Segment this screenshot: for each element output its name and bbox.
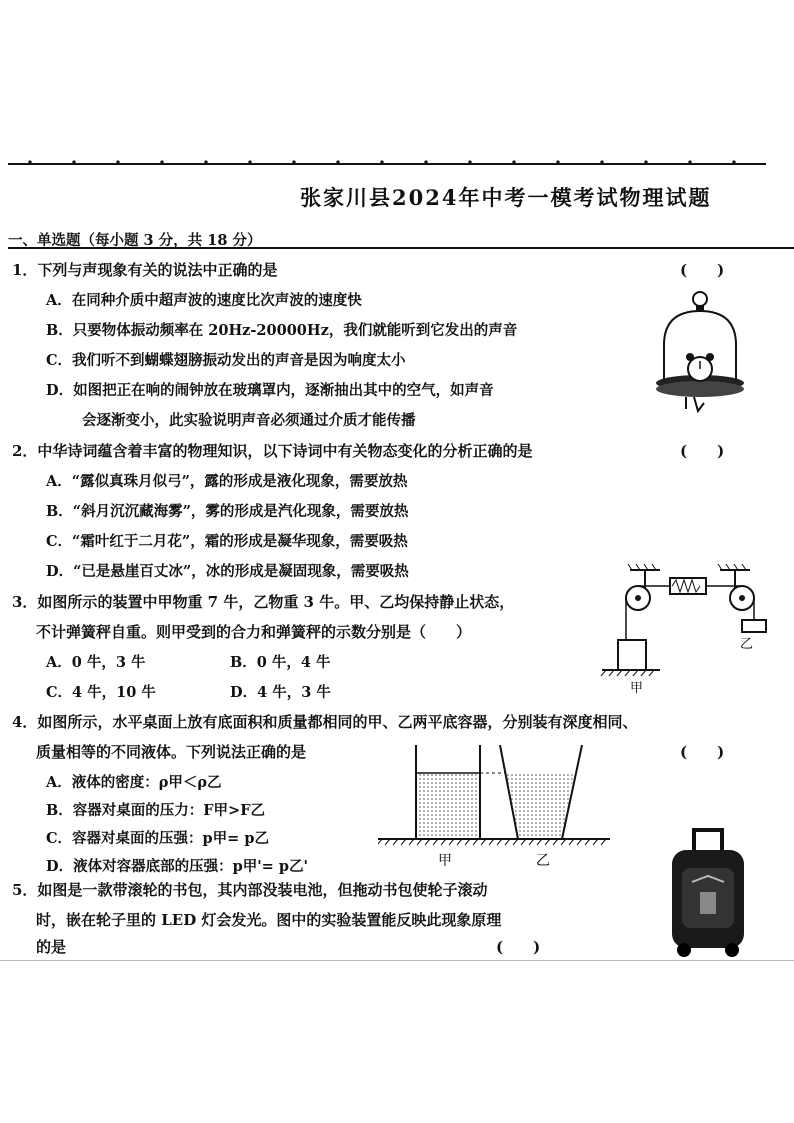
section-rule (8, 247, 794, 249)
question-2-option-a: A．“露似真珠月似弓”，露的形成是液化现象，需要放热 (46, 473, 408, 490)
question-2-option-d: D．“已是悬崖百丈冰”，冰的形成是凝固现象，需要吸热 (46, 563, 409, 580)
top-rule (8, 163, 766, 165)
containers-figure (378, 745, 610, 875)
question-1-option-c: C．我们听不到蝴蝶翅膀振动发出的声音是因为响度太小 (46, 352, 406, 369)
section-heading: 一、单选题（每小题 3 分，共 18 分） (8, 232, 262, 249)
wheeled-backpack-figure (664, 828, 752, 960)
question-3-option-d: D．4 牛，3 牛 (230, 684, 331, 701)
question-2-answer-blank[interactable]: ( ) (680, 442, 725, 460)
question-4-stem: 4．如图所示，水平桌面上放有底面积和质量都相同的甲、乙两平底容器，分别装有深度相同、 (12, 713, 638, 731)
question-4-option-c: C．容器对桌面的压强：p甲= p乙 (46, 830, 270, 847)
question-2-stem: 2．中华诗词蕴含着丰富的物理知识，以下诗词中有关物态变化的分析正确的是 (12, 442, 533, 460)
question-3-option-a: A．0 牛，3 牛 (46, 654, 146, 671)
question-4-stem-cont: 质量相等的不同液体。下列说法正确的是 (36, 743, 307, 761)
label-jia-pulley: 甲 (630, 681, 644, 696)
question-1-option-d: D．如图把正在响的闹钟放在玻璃罩内，逐渐抽出其中的空气，如声音 (46, 382, 494, 399)
label-jia-container: 甲 (438, 853, 452, 869)
question-5-stem: 5．如图是一款带滚轮的书包，其内部没装电池，但拖动书包使轮子滚动 (12, 881, 488, 899)
label-yi-pulley: 乙 (740, 637, 754, 652)
question-4-answer-blank[interactable]: ( ) (680, 743, 725, 761)
question-4-option-b: B．容器对桌面的压力：F甲>F乙 (46, 802, 265, 819)
question-3-option-b: B．0 牛，4 牛 (230, 654, 331, 671)
question-5-answer-blank[interactable]: ( ) (496, 938, 541, 956)
question-5-stem-cont-2: 的是 (36, 938, 67, 956)
question-1-stem: 1．下列与声现象有关的说法中正确的是 (12, 261, 278, 279)
bell-jar-figure (650, 285, 750, 425)
question-1-option-d-cont: 会逐渐变小，此实验说明声音必须通过介质才能传播 (82, 412, 416, 429)
question-3-stem-cont: 不计弹簧秤自重。则甲受到的合力和弹簧秤的示数分别是（ ） (36, 623, 472, 641)
pulley-spring-figure (600, 560, 780, 700)
page-bottom-rule (0, 960, 794, 961)
question-1-answer-blank[interactable]: ( ) (680, 261, 725, 279)
question-3-option-c: C．4 牛，10 牛 (46, 684, 156, 701)
page-title: 张家川县2024年中考一模考试物理试题 (300, 185, 712, 210)
question-3-stem: 3．如图所示的装置中甲物重 7 牛，乙物重 3 牛。甲、乙均保持静止状态， (12, 593, 515, 611)
label-yi-container: 乙 (536, 853, 550, 869)
question-5-stem-cont: 时，嵌在轮子里的 LED 灯会发光。图中的实验装置能反映此现象原理 (36, 911, 502, 929)
question-4-option-a: A．液体的密度：ρ甲＜ρ乙 (46, 774, 222, 791)
question-4-option-d: D．液体对容器底部的压强：p甲'= p乙' (46, 858, 308, 875)
question-2-option-b: B．“斜月沉沉藏海雾”，雾的形成是汽化现象，需要放热 (46, 503, 409, 520)
question-2-option-c: C．“霜叶红于二月花”，霜的形成是凝华现象，需要吸热 (46, 533, 408, 550)
question-1-option-a: A．在同种介质中超声波的速度比次声波的速度快 (46, 292, 362, 309)
question-1-option-b: B．只要物体振动频率在 20Hz-20000Hz，我们就能听到它发出的声音 (46, 322, 518, 339)
